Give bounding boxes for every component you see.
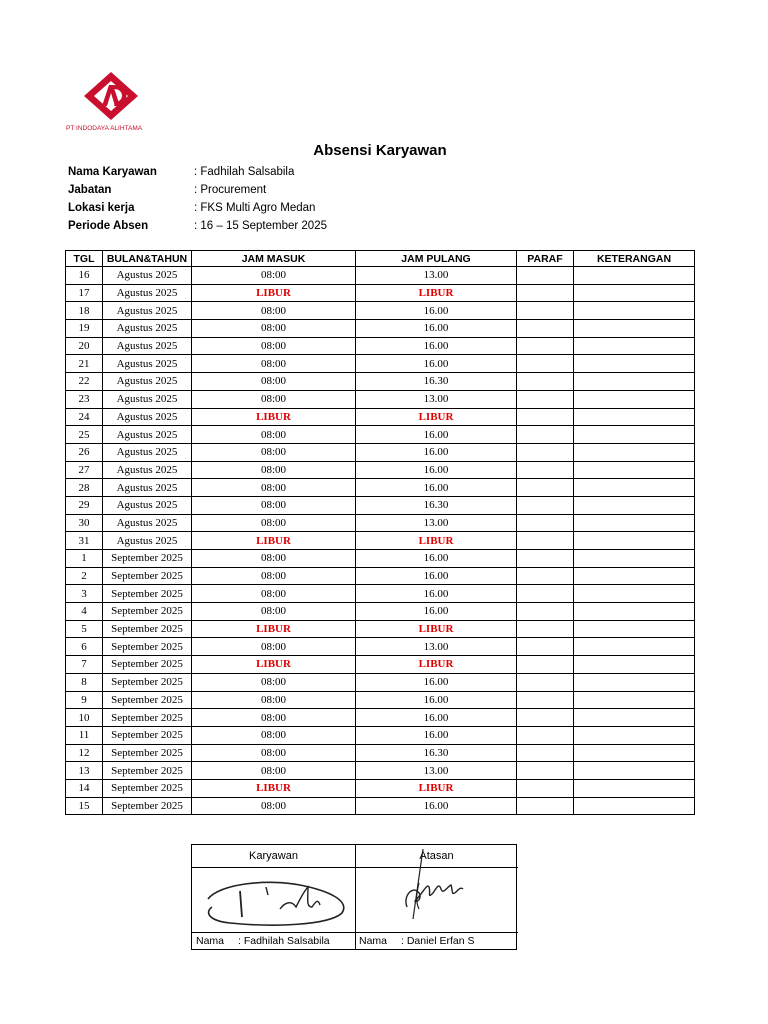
cell-bulan-tahun: Agustus 2025 [103,337,192,355]
table-row [66,496,695,514]
cell-jam-masuk: LIBUR [192,656,356,674]
cell-jam-pulang: 16.00 [356,426,517,444]
employee-name: : Fadhilah Salsabila [238,935,330,947]
cell-jam-masuk: 08:00 [192,550,356,568]
cell-bulan-tahun: September 2025 [103,620,192,638]
cell-bulan-tahun: September 2025 [103,585,192,603]
supervisor-name-label: Nama [359,935,388,947]
cell-jam-masuk: 08:00 [192,797,356,815]
cell-jam-pulang: LIBUR [356,656,517,674]
cell-tgl: 9 [66,691,103,709]
cell-jam-masuk: 08:00 [192,479,356,497]
cell-jam-pulang: 16.00 [356,797,517,815]
cell-keterangan [574,355,695,373]
cell-keterangan [574,656,695,674]
info-value: : Fadhilah Salsabila [194,166,295,178]
cell-tgl: 21 [66,355,103,373]
cell-paraf [517,673,574,691]
cell-jam-pulang: 13.00 [356,638,517,656]
header-paraf: PARAF [517,251,574,267]
cell-tgl: 5 [66,620,103,638]
cell-keterangan [574,390,695,408]
cell-jam-pulang: 16.00 [356,550,517,568]
cell-paraf [517,603,574,621]
cell-jam-pulang: 13.00 [356,390,517,408]
employee-signature-column [192,845,356,949]
cell-keterangan [574,550,695,568]
cell-tgl: 16 [66,267,103,285]
cell-keterangan [574,567,695,585]
cell-tgl: 18 [66,302,103,320]
cell-bulan-tahun: September 2025 [103,656,192,674]
table-row [66,532,695,550]
info-label: Lokasi kerja [68,202,135,214]
cell-tgl: 24 [66,408,103,426]
cell-jam-masuk: 08:00 [192,762,356,780]
cell-jam-masuk: 08:00 [192,496,356,514]
cell-tgl: 8 [66,673,103,691]
table-row [66,355,695,373]
cell-paraf [517,514,574,532]
cell-tgl: 12 [66,744,103,762]
cell-bulan-tahun: Agustus 2025 [103,320,192,338]
supervisor-signature-column [355,845,518,949]
cell-keterangan [574,762,695,780]
header-bulan-tahun: BULAN&TAHUN [103,251,192,267]
cell-keterangan [574,443,695,461]
cell-jam-masuk: 08:00 [192,443,356,461]
supervisor-name-line [355,932,518,949]
cell-jam-masuk: 08:00 [192,514,356,532]
cell-bulan-tahun: September 2025 [103,638,192,656]
cell-tgl: 28 [66,479,103,497]
cell-paraf [517,496,574,514]
cell-paraf [517,426,574,444]
cell-paraf [517,638,574,656]
cell-keterangan [574,726,695,744]
cell-keterangan [574,691,695,709]
cell-paraf [517,461,574,479]
table-row [66,656,695,674]
company-name: PT INDODAYA ALIHTAMA [66,125,143,132]
cell-bulan-tahun: September 2025 [103,673,192,691]
cell-jam-masuk: LIBUR [192,779,356,797]
cell-tgl: 11 [66,726,103,744]
cell-tgl: 22 [66,373,103,391]
cell-keterangan [574,461,695,479]
cell-keterangan [574,320,695,338]
cell-jam-pulang: 16.00 [356,479,517,497]
cell-jam-masuk: 08:00 [192,638,356,656]
cell-bulan-tahun: September 2025 [103,709,192,727]
header-keterangan: KETERANGAN [574,251,695,267]
cell-jam-masuk: 08:00 [192,585,356,603]
cell-paraf [517,443,574,461]
table-row [66,779,695,797]
attendance-table [65,250,695,815]
header-jam-pulang: JAM PULANG [356,251,517,267]
cell-tgl: 3 [66,585,103,603]
table-row [66,673,695,691]
cell-jam-masuk: 08:00 [192,302,356,320]
supervisor-name: : Daniel Erfan S [401,935,475,947]
info-value: : Procurement [194,184,267,196]
cell-jam-pulang: LIBUR [356,779,517,797]
cell-jam-masuk: 08:00 [192,726,356,744]
cell-jam-pulang: LIBUR [356,284,517,302]
cell-keterangan [574,479,695,497]
cell-paraf [517,532,574,550]
cell-tgl: 7 [66,656,103,674]
cell-bulan-tahun: Agustus 2025 [103,426,192,444]
cell-jam-pulang: 16.00 [356,603,517,621]
company-logo-icon [80,70,142,122]
supervisor-signature-heading: Atasan [355,845,518,868]
table-row [66,550,695,568]
cell-bulan-tahun: Agustus 2025 [103,514,192,532]
table-row [66,744,695,762]
table-row [66,514,695,532]
cell-keterangan [574,638,695,656]
cell-paraf [517,567,574,585]
cell-tgl: 13 [66,762,103,780]
cell-keterangan [574,532,695,550]
cell-jam-masuk: 08:00 [192,567,356,585]
cell-tgl: 27 [66,461,103,479]
cell-keterangan [574,709,695,727]
cell-keterangan [574,408,695,426]
cell-keterangan [574,744,695,762]
cell-paraf [517,691,574,709]
page-title: Absensi Karyawan [313,142,447,159]
cell-tgl: 4 [66,603,103,621]
cell-bulan-tahun: Agustus 2025 [103,390,192,408]
cell-bulan-tahun: Agustus 2025 [103,496,192,514]
table-row [66,585,695,603]
employee-signature-heading: Karyawan [192,845,355,868]
cell-jam-pulang: 16.00 [356,320,517,338]
cell-jam-masuk: 08:00 [192,267,356,285]
cell-tgl: 2 [66,567,103,585]
cell-jam-pulang: 16.00 [356,337,517,355]
cell-paraf [517,320,574,338]
table-row [66,709,695,727]
cell-paraf [517,479,574,497]
cell-keterangan [574,496,695,514]
cell-jam-pulang: 16.00 [356,443,517,461]
cell-keterangan [574,585,695,603]
cell-jam-pulang: 16.30 [356,744,517,762]
table-row [66,479,695,497]
cell-jam-pulang: 16.00 [356,567,517,585]
cell-keterangan [574,267,695,285]
cell-jam-pulang: 13.00 [356,762,517,780]
cell-jam-masuk: LIBUR [192,284,356,302]
table-row [66,373,695,391]
table-row [66,284,695,302]
info-row [68,217,327,235]
cell-tgl: 17 [66,284,103,302]
info-label: Periode Absen [68,220,149,232]
cell-keterangan [574,673,695,691]
info-value: : 16 – 15 September 2025 [194,220,327,232]
cell-jam-masuk: 08:00 [192,744,356,762]
signature-box [191,844,517,950]
table-row [66,620,695,638]
cell-bulan-tahun: Agustus 2025 [103,267,192,285]
table-header-row [66,251,695,267]
info-row [68,181,327,199]
employee-info [68,163,327,235]
table-row [66,320,695,338]
cell-keterangan [574,603,695,621]
cell-jam-pulang: 16.30 [356,496,517,514]
cell-jam-masuk: 08:00 [192,603,356,621]
info-value: : FKS Multi Agro Medan [194,202,316,214]
cell-tgl: 25 [66,426,103,444]
cell-paraf [517,337,574,355]
cell-tgl: 20 [66,337,103,355]
cell-jam-masuk: 08:00 [192,461,356,479]
cell-paraf [517,373,574,391]
cell-jam-pulang: 13.00 [356,267,517,285]
cell-jam-masuk: 08:00 [192,373,356,391]
cell-paraf [517,709,574,727]
cell-paraf [517,656,574,674]
employee-name-line [192,932,355,949]
cell-tgl: 31 [66,532,103,550]
cell-bulan-tahun: September 2025 [103,567,192,585]
cell-keterangan [574,373,695,391]
cell-jam-pulang: 16.00 [356,691,517,709]
info-label: Jabatan [68,184,112,196]
cell-paraf [517,302,574,320]
cell-bulan-tahun: Agustus 2025 [103,532,192,550]
cell-bulan-tahun: September 2025 [103,762,192,780]
cell-paraf [517,408,574,426]
cell-tgl: 19 [66,320,103,338]
cell-bulan-tahun: Agustus 2025 [103,479,192,497]
cell-jam-masuk: 08:00 [192,691,356,709]
cell-keterangan [574,514,695,532]
cell-jam-masuk: 08:00 [192,709,356,727]
cell-paraf [517,355,574,373]
cell-jam-masuk: LIBUR [192,532,356,550]
cell-paraf [517,550,574,568]
cell-bulan-tahun: September 2025 [103,797,192,815]
cell-bulan-tahun: September 2025 [103,779,192,797]
cell-tgl: 30 [66,514,103,532]
table-row [66,443,695,461]
cell-keterangan [574,426,695,444]
cell-bulan-tahun: Agustus 2025 [103,373,192,391]
cell-paraf [517,762,574,780]
table-row [66,302,695,320]
cell-jam-masuk: 08:00 [192,337,356,355]
cell-jam-masuk: 08:00 [192,390,356,408]
cell-bulan-tahun: Agustus 2025 [103,408,192,426]
cell-jam-pulang: 16.00 [356,355,517,373]
table-row [66,426,695,444]
table-row [66,638,695,656]
table-row [66,408,695,426]
header-tgl: TGL [66,251,103,267]
table-row [66,797,695,815]
cell-paraf [517,744,574,762]
cell-bulan-tahun: Agustus 2025 [103,355,192,373]
table-row [66,603,695,621]
cell-jam-masuk: 08:00 [192,426,356,444]
cell-bulan-tahun: September 2025 [103,603,192,621]
cell-jam-pulang: LIBUR [356,620,517,638]
cell-tgl: 29 [66,496,103,514]
cell-tgl: 15 [66,797,103,815]
cell-jam-pulang: 16.00 [356,302,517,320]
info-row [68,199,327,217]
cell-bulan-tahun: September 2025 [103,744,192,762]
cell-paraf [517,585,574,603]
cell-jam-masuk: LIBUR [192,408,356,426]
cell-jam-masuk: 08:00 [192,355,356,373]
cell-keterangan [574,302,695,320]
cell-jam-pulang: 13.00 [356,514,517,532]
cell-jam-pulang: 16.00 [356,461,517,479]
table-row [66,762,695,780]
cell-paraf [517,726,574,744]
cell-paraf [517,620,574,638]
employee-name-label: Nama [196,935,225,947]
cell-keterangan [574,779,695,797]
cell-bulan-tahun: September 2025 [103,691,192,709]
employee-signature [200,871,350,931]
cell-jam-masuk: LIBUR [192,620,356,638]
cell-keterangan [574,284,695,302]
cell-paraf [517,284,574,302]
table-row [66,691,695,709]
cell-bulan-tahun: September 2025 [103,550,192,568]
cell-paraf [517,797,574,815]
cell-jam-pulang: 16.00 [356,709,517,727]
cell-bulan-tahun: Agustus 2025 [103,443,192,461]
cell-paraf [517,779,574,797]
cell-bulan-tahun: Agustus 2025 [103,302,192,320]
cell-jam-pulang: LIBUR [356,408,517,426]
company-logo [66,70,176,136]
table-row [66,267,695,285]
cell-tgl: 14 [66,779,103,797]
cell-jam-masuk: 08:00 [192,673,356,691]
cell-jam-pulang: 16.00 [356,673,517,691]
cell-bulan-tahun: September 2025 [103,726,192,744]
cell-bulan-tahun: Agustus 2025 [103,461,192,479]
cell-paraf [517,390,574,408]
info-label: Nama Karyawan [68,166,157,178]
cell-keterangan [574,797,695,815]
cell-jam-pulang: LIBUR [356,532,517,550]
cell-tgl: 10 [66,709,103,727]
cell-tgl: 1 [66,550,103,568]
table-row [66,337,695,355]
cell-tgl: 26 [66,443,103,461]
table-row [66,390,695,408]
cell-jam-pulang: 16.30 [356,373,517,391]
cell-paraf [517,267,574,285]
header-jam-masuk: JAM MASUK [192,251,356,267]
table-row [66,461,695,479]
cell-keterangan [574,337,695,355]
info-row [68,163,327,181]
cell-jam-pulang: 16.00 [356,726,517,744]
table-row [66,567,695,585]
cell-jam-pulang: 16.00 [356,585,517,603]
cell-bulan-tahun: Agustus 2025 [103,284,192,302]
table-row [66,726,695,744]
supervisor-signature [393,843,493,923]
attendance-rows [66,267,695,815]
cell-jam-masuk: 08:00 [192,320,356,338]
cell-tgl: 23 [66,390,103,408]
cell-tgl: 6 [66,638,103,656]
cell-keterangan [574,620,695,638]
